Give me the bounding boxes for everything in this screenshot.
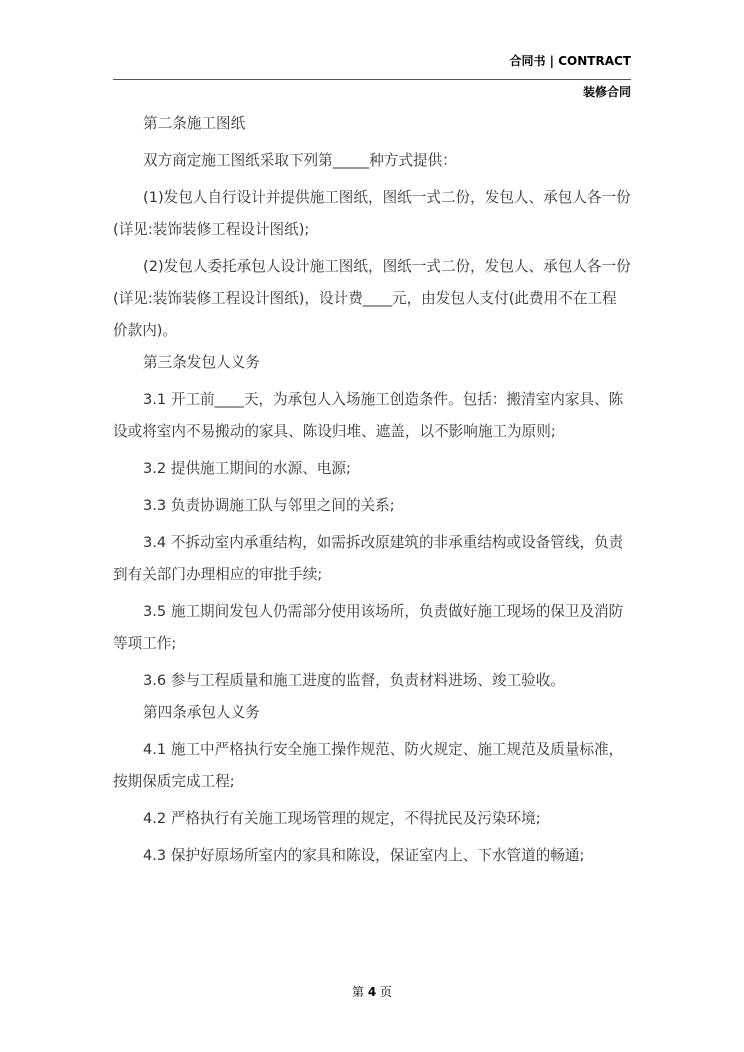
article-heading-3: 第三条发包人义务: [143, 354, 260, 371]
paragraph: 3.5 施工期间发包人仍需部分使用该场所，负责做好施工现场的保卫及消防等项工作;: [113, 603, 624, 652]
document-body: [113, 108, 631, 872]
header-subtitle: 装修合同: [582, 85, 631, 99]
running-header: [509, 52, 631, 69]
paragraph: 4.2 严格执行有关施工现场管理的规定，不得扰民及污染环境;: [143, 810, 541, 827]
header-title-en: CONTRACT: [558, 54, 631, 68]
page-number: 4: [367, 985, 377, 999]
article-heading-2: 第二条施工图纸: [143, 115, 246, 132]
footer-suffix: 页: [380, 985, 393, 999]
footer-prefix: 第: [351, 985, 364, 999]
paragraph: 双方商定施工图纸采取下列第_____种方式提供：: [143, 152, 457, 169]
header-divider: [113, 79, 631, 80]
header-title: 合同书: [509, 54, 546, 68]
page-footer: [0, 983, 744, 1000]
header-separator: |: [549, 54, 555, 68]
paragraph: 3.4 不拆动室内承重结构，如需拆改原建筑的非承重结构或设备管线，负责到有关部门办理相应的审批手续;: [113, 534, 624, 583]
article-heading-4: 第四条承包人义务: [143, 704, 260, 721]
paragraph: 3.1 开工前____天，为承包人入场施工创造条件。包括：搬清室内家具、陈设或将室内不易搬动的家具、陈设归堆、遮盖，以不影响施工为原则;: [113, 391, 624, 440]
paragraph: 4.3 保护好原场所室内的家具和陈设，保证室内上、下水管道的畅通;: [143, 847, 585, 864]
paragraph: 3.6 参与工程质量和施工进度的监督，负责材料进场、竣工验收。: [143, 672, 565, 689]
paragraph: (2)发包人委托承包人设计施工图纸，图纸一式二份，发包人、承包人各一份(详见:装饰装修工程设计图纸)，设计费____元，由发包人支付(此费用不在工程价款内)。: [113, 258, 631, 339]
paragraph: 4.1 施工中严格执行安全施工操作规范、防火规定、施工规范及质量标准，按期保质完成工程;: [113, 741, 624, 790]
paragraph: (1)发包人自行设计并提供施工图纸，图纸一式二份，发包人、承包人各一份(详见:装饰装修工程设计图纸);: [113, 189, 631, 238]
paragraph: 3.3 负责协调施工队与邻里之间的关系;: [143, 497, 395, 514]
paragraph: 3.2 提供施工期间的水源、电源;: [143, 460, 351, 477]
